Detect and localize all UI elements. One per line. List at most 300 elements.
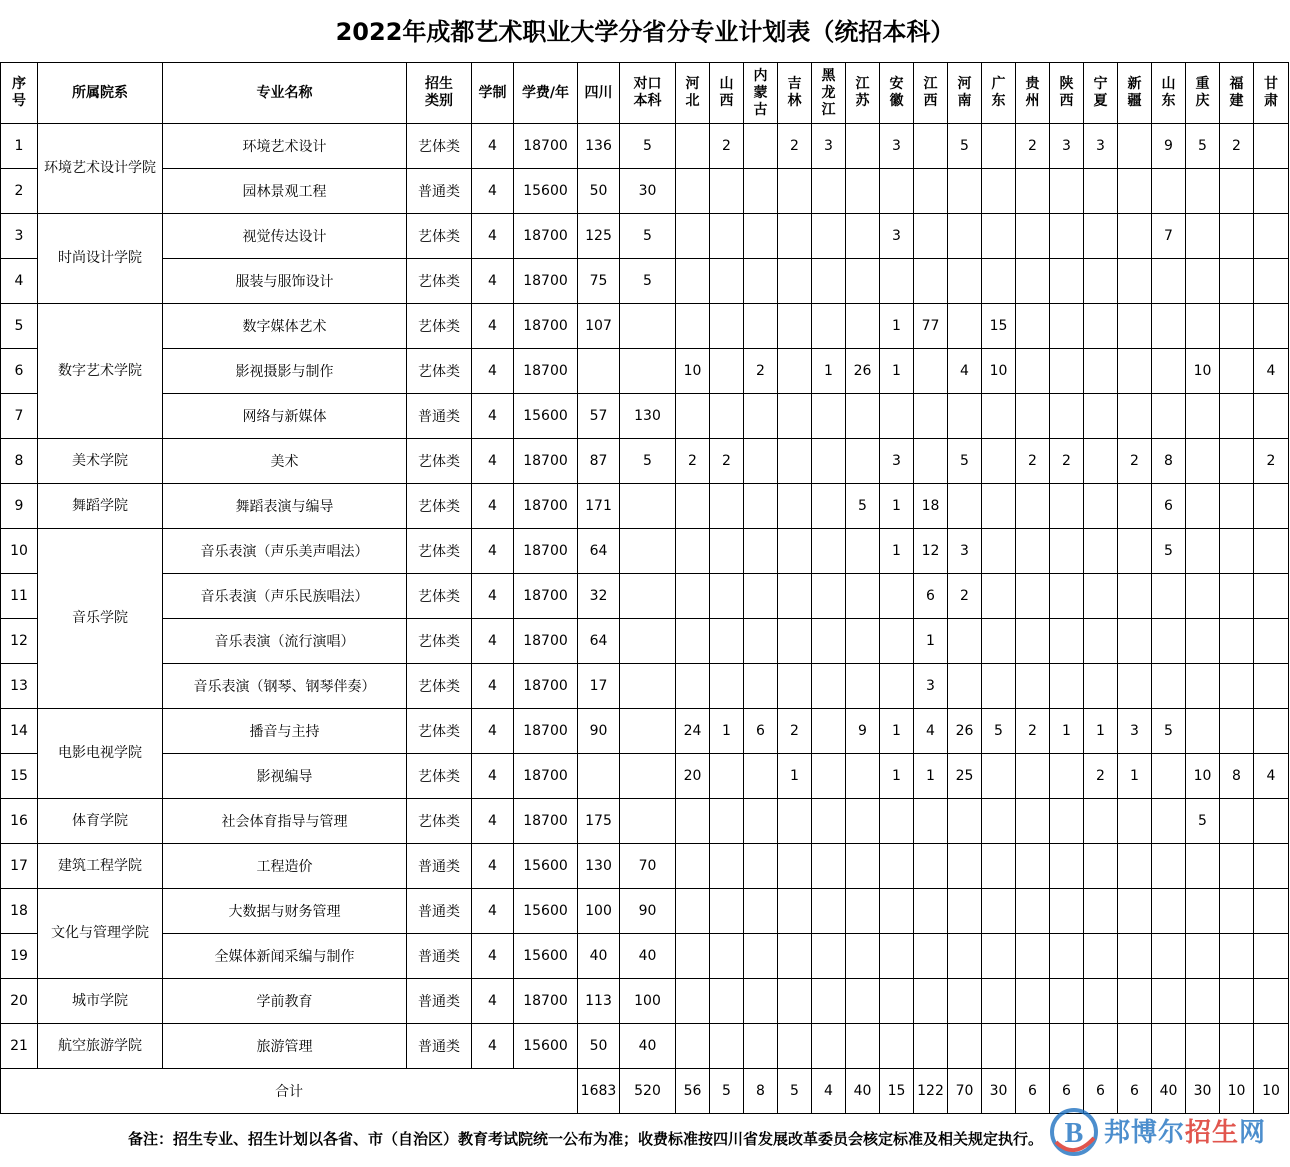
cell-province: 10 bbox=[676, 349, 710, 394]
cell-province bbox=[710, 664, 744, 709]
cell-province bbox=[676, 889, 710, 934]
cell-province bbox=[812, 979, 846, 1024]
cell-province bbox=[1152, 574, 1186, 619]
cell-province bbox=[948, 169, 982, 214]
cell-province bbox=[710, 304, 744, 349]
cell-province bbox=[880, 934, 914, 979]
cell-province: 24 bbox=[676, 709, 710, 754]
cell-province: 1 bbox=[880, 754, 914, 799]
cell-province bbox=[948, 304, 982, 349]
cell-province: 26 bbox=[948, 709, 982, 754]
cell-province bbox=[1084, 349, 1118, 394]
cell-province bbox=[982, 799, 1016, 844]
table-row bbox=[1, 529, 1289, 574]
cell-province bbox=[1220, 799, 1254, 844]
cell-province: 1 bbox=[914, 619, 948, 664]
cell-province bbox=[812, 934, 846, 979]
cell-province bbox=[880, 619, 914, 664]
cell-province bbox=[1152, 754, 1186, 799]
cell-province: 2 bbox=[778, 709, 812, 754]
cell-province bbox=[710, 169, 744, 214]
header-province: 宁夏 bbox=[1084, 63, 1118, 124]
cell-province bbox=[846, 169, 880, 214]
cell-province bbox=[1084, 484, 1118, 529]
cell-province bbox=[1084, 304, 1118, 349]
header-sichuan: 四川 bbox=[578, 63, 620, 124]
cell-college: 航空旅游学院 bbox=[38, 1024, 163, 1069]
cell-duration: 4 bbox=[472, 979, 514, 1024]
cell-college: 环境艺术设计学院 bbox=[38, 124, 163, 214]
header-duration: 学制 bbox=[472, 63, 514, 124]
cell-province bbox=[744, 664, 778, 709]
cell-province bbox=[1254, 529, 1289, 574]
cell-province bbox=[710, 1024, 744, 1069]
cell-province bbox=[1254, 574, 1289, 619]
cell-province bbox=[1118, 934, 1152, 979]
cell-province bbox=[1186, 394, 1220, 439]
plan-table-body bbox=[1, 63, 1289, 1114]
cell-major: 音乐表演（流行演唱） bbox=[163, 619, 407, 664]
cell-province bbox=[778, 574, 812, 619]
header-province: 内蒙古 bbox=[744, 63, 778, 124]
cell-province bbox=[948, 799, 982, 844]
cell-province: 1 bbox=[778, 754, 812, 799]
cell-province bbox=[846, 844, 880, 889]
cell-province: 3 bbox=[914, 664, 948, 709]
cell-fee: 18700 bbox=[514, 709, 578, 754]
cell-duration: 4 bbox=[472, 889, 514, 934]
cell-sichuan: 87 bbox=[578, 439, 620, 484]
header-category: 招生类别 bbox=[407, 63, 472, 124]
cell-major: 影视摄影与制作 bbox=[163, 349, 407, 394]
cell-province bbox=[880, 574, 914, 619]
total-province: 30 bbox=[982, 1069, 1016, 1114]
cell-province bbox=[778, 484, 812, 529]
cell-fee: 18700 bbox=[514, 979, 578, 1024]
cell-province bbox=[1118, 1024, 1152, 1069]
cell-province bbox=[982, 844, 1016, 889]
cell-province bbox=[1152, 304, 1186, 349]
cell-province: 15 bbox=[982, 304, 1016, 349]
cell-province: 6 bbox=[744, 709, 778, 754]
cell-major: 音乐表演（声乐美声唱法） bbox=[163, 529, 407, 574]
cell-province bbox=[778, 1024, 812, 1069]
cell-fee: 18700 bbox=[514, 574, 578, 619]
table-row bbox=[1, 214, 1289, 259]
cell-province bbox=[948, 214, 982, 259]
cell-duration: 4 bbox=[472, 439, 514, 484]
cell-duikou bbox=[620, 799, 676, 844]
cell-province bbox=[710, 799, 744, 844]
cell-province bbox=[1220, 394, 1254, 439]
header-row bbox=[1, 63, 1289, 124]
cell-province bbox=[948, 664, 982, 709]
cell-fee: 15600 bbox=[514, 394, 578, 439]
cell-province bbox=[846, 889, 880, 934]
cell-duration: 4 bbox=[472, 799, 514, 844]
cell-province bbox=[948, 1024, 982, 1069]
cell-province bbox=[1016, 304, 1050, 349]
cell-duration: 4 bbox=[472, 664, 514, 709]
table-row bbox=[1, 394, 1289, 439]
cell-province bbox=[1152, 889, 1186, 934]
cell-college: 数字艺术学院 bbox=[38, 304, 163, 439]
cell-province bbox=[948, 889, 982, 934]
cell-college: 城市学院 bbox=[38, 979, 163, 1024]
total-sichuan: 1683 bbox=[578, 1069, 620, 1114]
cell-province bbox=[710, 619, 744, 664]
cell-province bbox=[1118, 799, 1152, 844]
plan-table bbox=[0, 62, 1289, 1114]
cell-province bbox=[846, 214, 880, 259]
cell-province bbox=[812, 574, 846, 619]
cell-category: 艺体类 bbox=[407, 709, 472, 754]
cell-province: 2 bbox=[778, 124, 812, 169]
cell-province bbox=[1254, 214, 1289, 259]
cell-province bbox=[1050, 259, 1084, 304]
cell-province bbox=[982, 124, 1016, 169]
cell-fee: 18700 bbox=[514, 349, 578, 394]
cell-province bbox=[744, 529, 778, 574]
cell-province bbox=[880, 889, 914, 934]
cell-major: 服装与服饰设计 bbox=[163, 259, 407, 304]
cell-category: 艺体类 bbox=[407, 214, 472, 259]
cell-province bbox=[744, 754, 778, 799]
cell-province: 2 bbox=[1254, 439, 1289, 484]
cell-province bbox=[1254, 979, 1289, 1024]
cell-province bbox=[1050, 574, 1084, 619]
cell-college: 舞蹈学院 bbox=[38, 484, 163, 529]
cell-sichuan: 107 bbox=[578, 304, 620, 349]
cell-province bbox=[710, 484, 744, 529]
cell-province bbox=[1084, 979, 1118, 1024]
cell-province bbox=[880, 394, 914, 439]
header-province: 甘肃 bbox=[1254, 63, 1289, 124]
cell-province bbox=[710, 889, 744, 934]
cell-category: 普通类 bbox=[407, 394, 472, 439]
total-province: 6 bbox=[1050, 1069, 1084, 1114]
cell-province bbox=[1152, 169, 1186, 214]
cell-province bbox=[1220, 979, 1254, 1024]
cell-province bbox=[982, 1024, 1016, 1069]
cell-province bbox=[880, 259, 914, 304]
cell-province: 2 bbox=[710, 124, 744, 169]
cell-fee: 15600 bbox=[514, 889, 578, 934]
cell-province bbox=[846, 124, 880, 169]
table-row bbox=[1, 349, 1289, 394]
cell-province: 8 bbox=[1220, 754, 1254, 799]
cell-province bbox=[1084, 664, 1118, 709]
cell-province bbox=[914, 349, 948, 394]
cell-province: 3 bbox=[880, 439, 914, 484]
cell-province bbox=[1254, 304, 1289, 349]
cell-province: 10 bbox=[982, 349, 1016, 394]
total-province: 15 bbox=[880, 1069, 914, 1114]
cell-sichuan: 57 bbox=[578, 394, 620, 439]
cell-province bbox=[846, 664, 880, 709]
cell-province bbox=[778, 439, 812, 484]
total-province: 40 bbox=[846, 1069, 880, 1114]
table-row bbox=[1, 934, 1289, 979]
cell-province: 5 bbox=[982, 709, 1016, 754]
cell-province: 5 bbox=[948, 439, 982, 484]
cell-province bbox=[778, 979, 812, 1024]
cell-duration: 4 bbox=[472, 484, 514, 529]
total-province: 8 bbox=[744, 1069, 778, 1114]
cell-seq: 9 bbox=[1, 484, 38, 529]
cell-major: 大数据与财务管理 bbox=[163, 889, 407, 934]
cell-province bbox=[744, 934, 778, 979]
cell-fee: 18700 bbox=[514, 529, 578, 574]
cell-province bbox=[914, 1024, 948, 1069]
cell-province bbox=[1118, 349, 1152, 394]
cell-seq: 14 bbox=[1, 709, 38, 754]
cell-seq: 10 bbox=[1, 529, 38, 574]
cell-province bbox=[1016, 574, 1050, 619]
cell-province: 2 bbox=[1016, 124, 1050, 169]
cell-province bbox=[982, 934, 1016, 979]
cell-province bbox=[1016, 1024, 1050, 1069]
cell-province bbox=[812, 754, 846, 799]
cell-province: 3 bbox=[812, 124, 846, 169]
total-duikou: 520 bbox=[620, 1069, 676, 1114]
cell-province bbox=[1254, 124, 1289, 169]
cell-province bbox=[1016, 619, 1050, 664]
cell-duikou: 5 bbox=[620, 439, 676, 484]
cell-province: 5 bbox=[846, 484, 880, 529]
cell-province bbox=[1186, 484, 1220, 529]
cell-province: 2 bbox=[676, 439, 710, 484]
cell-province bbox=[676, 214, 710, 259]
cell-province bbox=[1016, 754, 1050, 799]
cell-province bbox=[676, 934, 710, 979]
cell-province bbox=[982, 214, 1016, 259]
cell-fee: 18700 bbox=[514, 619, 578, 664]
cell-province bbox=[1186, 889, 1220, 934]
cell-province: 9 bbox=[1152, 124, 1186, 169]
cell-province bbox=[846, 439, 880, 484]
cell-province bbox=[948, 484, 982, 529]
cell-sichuan: 175 bbox=[578, 799, 620, 844]
cell-sichuan: 40 bbox=[578, 934, 620, 979]
cell-category: 艺体类 bbox=[407, 664, 472, 709]
cell-seq: 20 bbox=[1, 979, 38, 1024]
cell-province bbox=[982, 619, 1016, 664]
cell-province: 10 bbox=[1186, 349, 1220, 394]
cell-province: 10 bbox=[1186, 754, 1220, 799]
cell-province: 7 bbox=[1152, 214, 1186, 259]
cell-province bbox=[710, 529, 744, 574]
table-row bbox=[1, 169, 1289, 214]
cell-province bbox=[948, 259, 982, 304]
cell-major: 网络与新媒体 bbox=[163, 394, 407, 439]
cell-province bbox=[914, 799, 948, 844]
cell-sichuan: 75 bbox=[578, 259, 620, 304]
cell-duration: 4 bbox=[472, 844, 514, 889]
cell-province bbox=[846, 619, 880, 664]
cell-province bbox=[812, 709, 846, 754]
cell-province: 2 bbox=[1220, 124, 1254, 169]
cell-province bbox=[710, 349, 744, 394]
header-province: 福建 bbox=[1220, 63, 1254, 124]
cell-fee: 18700 bbox=[514, 664, 578, 709]
cell-province bbox=[1220, 484, 1254, 529]
cell-province bbox=[948, 394, 982, 439]
cell-province bbox=[1220, 439, 1254, 484]
cell-province bbox=[710, 259, 744, 304]
cell-province bbox=[778, 529, 812, 574]
table-row bbox=[1, 439, 1289, 484]
cell-province bbox=[778, 844, 812, 889]
cell-province bbox=[1220, 619, 1254, 664]
logo-letter: B bbox=[1064, 1118, 1084, 1149]
cell-province bbox=[1084, 169, 1118, 214]
cell-province bbox=[710, 754, 744, 799]
cell-province: 20 bbox=[676, 754, 710, 799]
cell-province bbox=[676, 844, 710, 889]
cell-province bbox=[1220, 214, 1254, 259]
cell-province bbox=[778, 799, 812, 844]
cell-province bbox=[914, 844, 948, 889]
cell-province bbox=[1152, 619, 1186, 664]
header-province: 山西 bbox=[710, 63, 744, 124]
cell-province: 4 bbox=[1254, 754, 1289, 799]
cell-category: 艺体类 bbox=[407, 124, 472, 169]
cell-college: 音乐学院 bbox=[38, 529, 163, 709]
cell-province bbox=[1254, 709, 1289, 754]
cell-province bbox=[846, 529, 880, 574]
cell-province: 1 bbox=[812, 349, 846, 394]
cell-province: 5 bbox=[948, 124, 982, 169]
total-province: 10 bbox=[1220, 1069, 1254, 1114]
cell-province bbox=[676, 799, 710, 844]
cell-major: 音乐表演（声乐民族唱法） bbox=[163, 574, 407, 619]
cell-category: 艺体类 bbox=[407, 799, 472, 844]
cell-province: 2 bbox=[1016, 709, 1050, 754]
cell-province bbox=[1050, 214, 1084, 259]
cell-duration: 4 bbox=[472, 304, 514, 349]
cell-fee: 15600 bbox=[514, 844, 578, 889]
cell-duikou: 130 bbox=[620, 394, 676, 439]
cell-major: 社会体育指导与管理 bbox=[163, 799, 407, 844]
cell-duikou: 40 bbox=[620, 1024, 676, 1069]
cell-province bbox=[676, 1024, 710, 1069]
table-row bbox=[1, 1024, 1289, 1069]
cell-province bbox=[676, 529, 710, 574]
cell-duikou: 90 bbox=[620, 889, 676, 934]
cell-province bbox=[846, 304, 880, 349]
cell-province bbox=[676, 619, 710, 664]
cell-province bbox=[880, 979, 914, 1024]
cell-province bbox=[1220, 889, 1254, 934]
cell-college: 建筑工程学院 bbox=[38, 844, 163, 889]
cell-seq: 17 bbox=[1, 844, 38, 889]
cell-province bbox=[744, 1024, 778, 1069]
cell-province bbox=[1084, 619, 1118, 664]
cell-province bbox=[1220, 844, 1254, 889]
cell-province bbox=[1016, 214, 1050, 259]
cell-province bbox=[744, 979, 778, 1024]
cell-province: 2 bbox=[1050, 439, 1084, 484]
cell-province bbox=[676, 979, 710, 1024]
cell-category: 艺体类 bbox=[407, 304, 472, 349]
cell-province bbox=[1050, 349, 1084, 394]
cell-seq: 5 bbox=[1, 304, 38, 349]
watermark-logo bbox=[1044, 1102, 1284, 1162]
cell-major: 美术 bbox=[163, 439, 407, 484]
cell-province: 6 bbox=[914, 574, 948, 619]
cell-province bbox=[812, 1024, 846, 1069]
cell-province: 2 bbox=[710, 439, 744, 484]
cell-province bbox=[676, 394, 710, 439]
cell-seq: 15 bbox=[1, 754, 38, 799]
cell-province: 5 bbox=[1152, 709, 1186, 754]
cell-province bbox=[1084, 439, 1118, 484]
cell-province bbox=[778, 394, 812, 439]
cell-category: 普通类 bbox=[407, 1024, 472, 1069]
header-college: 所属院系 bbox=[38, 63, 163, 124]
cell-province bbox=[1050, 169, 1084, 214]
cell-province bbox=[710, 394, 744, 439]
cell-province bbox=[676, 259, 710, 304]
header-major: 专业名称 bbox=[163, 63, 407, 124]
cell-college: 文化与管理学院 bbox=[38, 889, 163, 979]
cell-province bbox=[914, 214, 948, 259]
cell-province bbox=[812, 169, 846, 214]
header-province: 吉林 bbox=[778, 63, 812, 124]
cell-province bbox=[812, 259, 846, 304]
cell-province bbox=[744, 484, 778, 529]
cell-province bbox=[778, 664, 812, 709]
cell-province bbox=[1152, 844, 1186, 889]
cell-province bbox=[1084, 889, 1118, 934]
cell-duikou: 40 bbox=[620, 934, 676, 979]
cell-sichuan: 64 bbox=[578, 529, 620, 574]
cell-fee: 18700 bbox=[514, 754, 578, 799]
cell-province bbox=[1186, 934, 1220, 979]
cell-duikou bbox=[620, 484, 676, 529]
cell-province bbox=[846, 934, 880, 979]
cell-province bbox=[1084, 259, 1118, 304]
cell-sichuan: 125 bbox=[578, 214, 620, 259]
cell-province bbox=[1050, 754, 1084, 799]
cell-province bbox=[1016, 394, 1050, 439]
header-province: 江西 bbox=[914, 63, 948, 124]
cell-sichuan: 171 bbox=[578, 484, 620, 529]
cell-province: 26 bbox=[846, 349, 880, 394]
cell-province bbox=[710, 574, 744, 619]
cell-province bbox=[880, 1024, 914, 1069]
cell-province bbox=[982, 979, 1016, 1024]
cell-province bbox=[1254, 169, 1289, 214]
cell-province: 1 bbox=[880, 709, 914, 754]
cell-province bbox=[1050, 394, 1084, 439]
cell-province bbox=[744, 124, 778, 169]
cell-province bbox=[1050, 979, 1084, 1024]
cell-province bbox=[1152, 934, 1186, 979]
cell-province bbox=[1254, 484, 1289, 529]
cell-province: 4 bbox=[914, 709, 948, 754]
cell-province bbox=[778, 304, 812, 349]
cell-province bbox=[1254, 664, 1289, 709]
cell-province bbox=[812, 214, 846, 259]
cell-province bbox=[914, 439, 948, 484]
cell-seq: 11 bbox=[1, 574, 38, 619]
total-province: 5 bbox=[778, 1069, 812, 1114]
cell-category: 普通类 bbox=[407, 889, 472, 934]
cell-province: 1 bbox=[880, 484, 914, 529]
cell-college: 时尚设计学院 bbox=[38, 214, 163, 304]
